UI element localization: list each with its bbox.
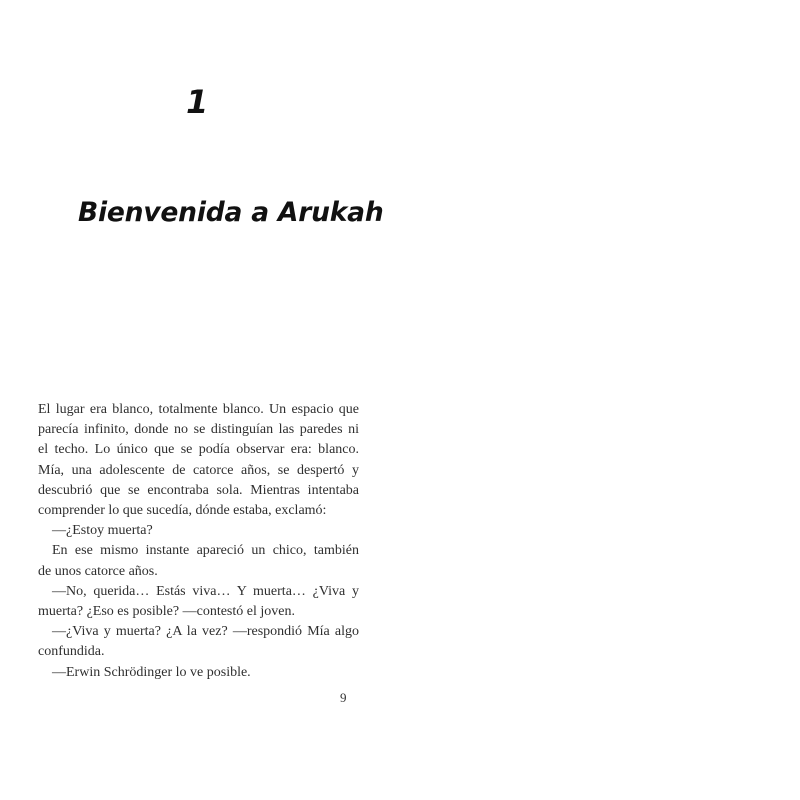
- text-line: el techo. Lo único que se podía observar era: blanco.: [38, 442, 359, 458]
- page-number-left: 9: [340, 690, 347, 705]
- text-line: En ese mismo instante apareció un chico, también: [52, 543, 359, 559]
- text-line: —No, querida… Estás viva… Y muerta… ¿Viva y: [52, 583, 359, 599]
- chapter-title: Bienvenida a Arukah: [78, 197, 384, 228]
- text-line: comprender lo que sucedía, dónde estaba, exclamó:: [38, 503, 327, 519]
- text-line: muerta? ¿Eso es posible? —contestó el joven.: [38, 604, 295, 620]
- text-line: —Erwin Schrödinger lo ve posible.: [52, 664, 251, 680]
- text-line: El lugar era blanco, totalmente blanco. Un espacio que: [38, 402, 359, 417]
- right-page: [400, 0, 800, 800]
- text-line: —¿Viva y muerta? ¿A la vez? —respondió Mía algo: [52, 624, 359, 640]
- chapter-number: 1: [186, 83, 209, 121]
- left-body-text: [38, 400, 359, 683]
- text-line: confundida.: [38, 644, 105, 660]
- text-line: descubrió que se encontraba sola. Mientras intentaba: [38, 482, 359, 498]
- text-line: de unos catorce años.: [38, 563, 158, 579]
- text-line: parecía infinito, donde no se distinguían las paredes ni: [38, 422, 359, 438]
- text-line: —¿Estoy muerta?: [52, 523, 153, 539]
- text-line: Mía, una adolescente de catorce años, se despertó y: [38, 462, 359, 478]
